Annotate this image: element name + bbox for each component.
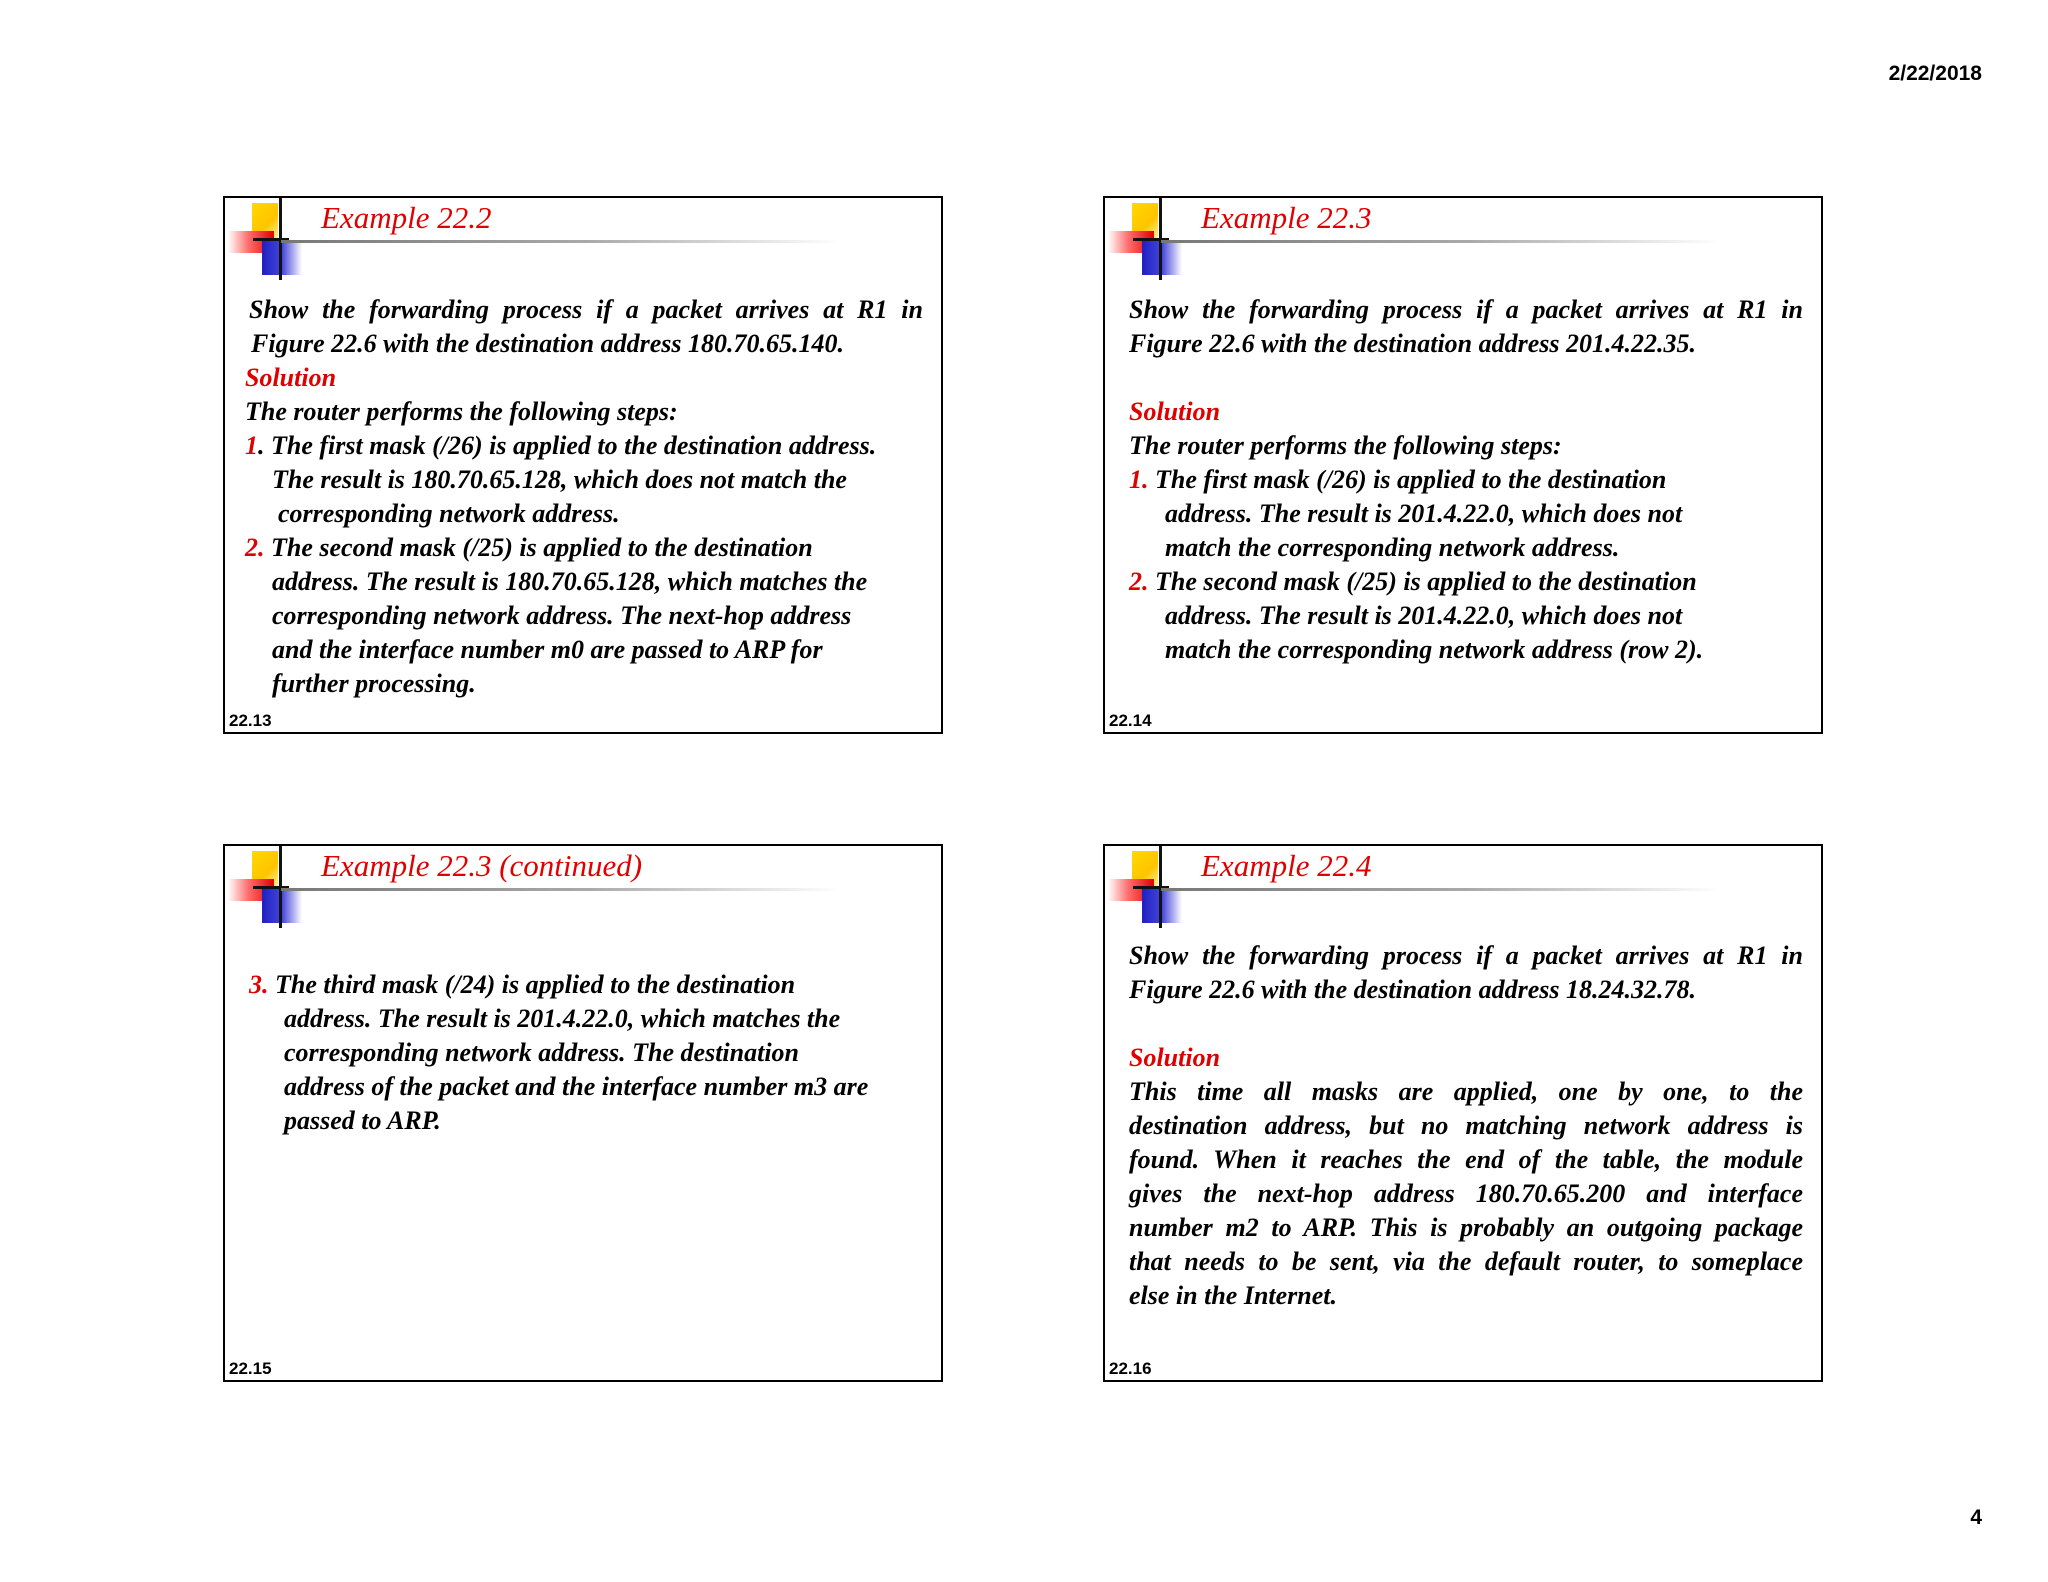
step-2-line: further processing. [272, 669, 476, 698]
question-line: Show the forwarding process if a packet arrives at R1 in [249, 295, 923, 324]
body-line: found. When it reaches the end of the table, the module [1129, 1145, 1803, 1174]
step-3-line: address of the packet and the interface number m3 are [284, 1072, 869, 1101]
step-number: 2. [1129, 567, 1149, 596]
step-2-line: address. The result is 201.4.22.0, which does not [1165, 601, 1683, 630]
slide-number: 22.15 [229, 1359, 272, 1378]
slide-title: Example 22.3 (continued) [321, 848, 643, 883]
step-1 [1129, 463, 1803, 497]
slide-22-16 [1103, 844, 1823, 1382]
body-line: else in the Internet. [1129, 1281, 1338, 1310]
slide-22-14 [1103, 196, 1823, 734]
solution-label: Solution [1129, 1043, 1221, 1072]
solution-label: Solution [1129, 397, 1221, 426]
step-text: . The first mask (/26) is applied to the destination address. [258, 431, 877, 460]
question-line: Figure 22.6 with the destination address 18.24.32.78. [1129, 975, 1697, 1004]
solution-label: Solution [245, 363, 337, 392]
slide-22-15 [223, 844, 943, 1382]
body-line: This time all masks are applied, one by one, to the [1129, 1077, 1803, 1106]
step-1-line: match the corresponding network address. [1165, 533, 1620, 562]
step-3-line: corresponding network address. The destination [284, 1038, 800, 1067]
slide-number: 22.16 [1109, 1359, 1152, 1378]
step-2-line: address. The result is 180.70.65.128, which matches the [272, 567, 868, 596]
steps-intro: The router performs the following steps: [1129, 431, 1562, 460]
step-text: The second mask (/25) is applied to the destination [264, 533, 813, 562]
slide-content [1129, 293, 1803, 667]
slide-number: 22.13 [229, 711, 272, 730]
step-3-line: passed to ARP. [284, 1106, 441, 1135]
step-number: 1 [245, 431, 258, 460]
question-line: Figure 22.6 with the destination address 201.4.22.35. [1129, 329, 1697, 358]
page-number: 4 [1970, 1506, 1982, 1529]
title-divider [1161, 888, 1721, 891]
step-text: The second mask (/25) is applied to the destination [1148, 567, 1697, 596]
step-text: The third mask (/24) is applied to the destination [268, 970, 796, 999]
slide-content [1129, 939, 1803, 1313]
body-line: destination address, but no matching network address is [1129, 1111, 1803, 1140]
step-2-line: and the interface number m0 are passed to ARP for [272, 635, 823, 664]
slide-title: Example 22.3 [1201, 200, 1372, 235]
title-divider [281, 240, 841, 243]
slide-title: Example 22.2 [321, 200, 492, 235]
slide-number: 22.14 [1109, 711, 1152, 730]
step-1-line: address. The result is 201.4.22.0, which does not [1165, 499, 1683, 528]
steps-intro: The router performs the following steps: [245, 397, 678, 426]
step-2-line: match the corresponding network address (row 2). [1165, 635, 1704, 664]
step-number: 1. [1129, 465, 1149, 494]
slide-logo-icon [225, 846, 325, 936]
slide-title: Example 22.4 [1201, 848, 1372, 883]
slide-logo-icon [1105, 846, 1205, 936]
slide-logo-icon [1105, 198, 1205, 288]
question-line: Show the forwarding process if a packet arrives at R1 in [1129, 295, 1803, 324]
step-3-line: address. The result is 201.4.22.0, which matches the [284, 1004, 841, 1033]
step-2-line: corresponding network address. The next-hop address [272, 601, 852, 630]
step-1 [245, 429, 923, 463]
title-divider [1161, 240, 1721, 243]
slide-content [245, 293, 923, 701]
question-line: Figure 22.6 with the destination address 180.70.65.140. [251, 329, 845, 358]
body-line: gives the next-hop address 180.70.65.200 and interface [1129, 1179, 1803, 1208]
title-divider [281, 888, 841, 891]
step-2 [245, 531, 923, 565]
step-2 [1129, 565, 1803, 599]
step-number: 3. [249, 970, 269, 999]
question-line: Show the forwarding process if a packet arrives at R1 in [1129, 941, 1803, 970]
page-date: 2/22/2018 [1888, 62, 1982, 85]
step-3 [249, 968, 923, 1002]
slide-logo-icon [225, 198, 325, 288]
body-line: that needs to be sent, via the default router, to someplace [1129, 1247, 1803, 1276]
slide-22-13 [223, 196, 943, 734]
slide-content [249, 968, 923, 1138]
step-1-line: The result is 180.70.65.128, which does not match the [272, 465, 847, 494]
step-1-line: corresponding network address. [278, 499, 620, 528]
step-text: The first mask (/26) is applied to the destination [1148, 465, 1667, 494]
body-line: number m2 to ARP. This is probably an outgoing package [1129, 1213, 1803, 1242]
step-number: 2. [245, 533, 265, 562]
